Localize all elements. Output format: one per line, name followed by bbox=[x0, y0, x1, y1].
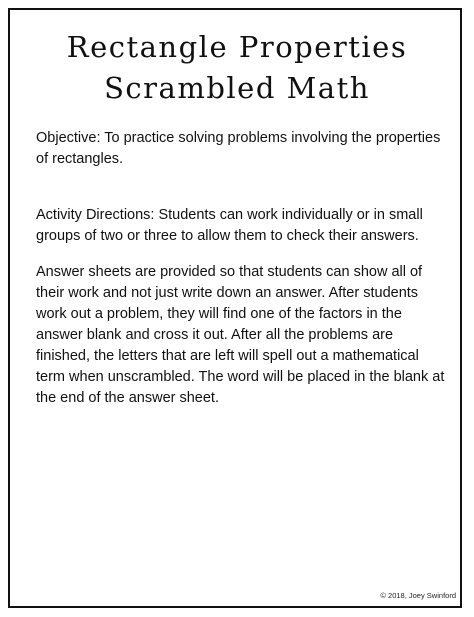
title-line-1: Rectangle Properties bbox=[66, 30, 408, 64]
directions-paragraph: Activity Directions: Students can work individually or in small groups of two or three to allow them to check their answers. bbox=[36, 207, 423, 244]
copyright-notice: © 2018, Joey Swinford bbox=[380, 591, 456, 600]
answer-sheets-paragraph: Answer sheets are provided so that students can show all of their work and not just write down an answer. After students work out a problem, they will find one of the factors in the answer blank and cross it out. After all the problems are finished, the letters that are left will spell out a mathematical term when unscrambled. The word will be placed in the blank at the end of the answer sheet. bbox=[36, 264, 445, 406]
objective-paragraph: Objective: To practice solving problems involving the properties of rectangles. bbox=[36, 130, 441, 167]
title-line-2: Scrambled Math bbox=[104, 71, 370, 105]
